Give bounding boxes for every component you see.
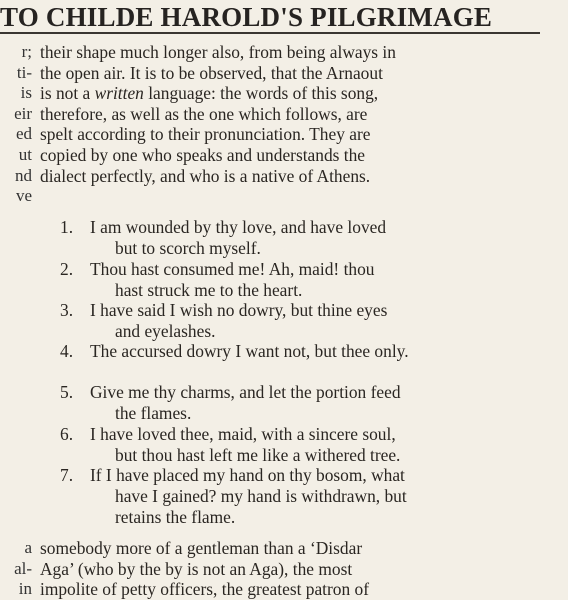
verse-line: the flames.	[115, 403, 192, 423]
verse-number: 4.	[60, 341, 74, 361]
paragraph-line: somebody more of a gentleman than a ‘Disdar	[40, 538, 363, 558]
paragraph-line-italic: is not a written language: the words of this song,	[40, 83, 379, 104]
verse-number: 7.	[60, 465, 74, 485]
paragraph-line: Aga’ (who by the by is not an Aga), the most	[40, 558, 353, 579]
verse-line: I have said I wish no dowry, but thine eyes	[90, 300, 388, 320]
header-rule	[0, 32, 540, 34]
gutter-fragment: ve	[15, 186, 32, 206]
gutter-fragment: ut	[18, 144, 32, 164]
verse-line: Thou hast consumed me! Ah, maid! thou	[90, 259, 375, 279]
gutter-fragment: ed	[15, 124, 32, 144]
paragraph-bottom	[40, 538, 540, 600]
gutter-fragment: ti-	[16, 62, 32, 82]
paragraph-line: impolite of petty officers, the greatest patron of	[40, 579, 370, 600]
running-header: TO CHILDE HAROLD'S PILGRIMAGE	[0, 2, 493, 32]
paragraph-line: the open air. It is to be observed, that the Arnaout	[40, 62, 383, 83]
verse-number: 1.	[60, 217, 74, 237]
gutter-fragment: eir	[14, 103, 32, 123]
verse-line: but to scorch myself.	[115, 238, 261, 258]
paragraph-line: therefore, as well as the one which follows, are	[40, 103, 368, 124]
verse-line: If I have placed my hand on thy bosom, what	[90, 465, 405, 485]
gutter-fragment: r;	[21, 42, 32, 61]
verse-number: 3.	[60, 300, 74, 320]
paragraph-line: dialect perfectly, and who is a native of Athens.	[40, 165, 371, 186]
verse-number: 5.	[60, 382, 74, 402]
verse-line: but thou hast left me like a withered tree.	[115, 445, 401, 465]
italic-word: written	[94, 83, 144, 104]
verse-line: The accursed dowry I want not, but thee only.	[90, 341, 409, 361]
gutter-fragment: al-	[14, 558, 32, 578]
verse-line: hast struck me to the heart.	[115, 280, 303, 300]
verse-line: I am wounded by thy love, and have loved	[90, 217, 387, 237]
verse-number: 6.	[60, 424, 74, 444]
left-gutter-top	[0, 42, 32, 207]
left-gutter-bottom	[0, 538, 32, 600]
paragraph-line: spelt according to their pronunciation. They are	[40, 124, 371, 145]
verse-line: I have loved thee, maid, with a sincere soul,	[90, 424, 396, 444]
verse-number: 2.	[60, 259, 74, 279]
verse-line: retains the flame.	[115, 507, 236, 527]
gutter-fragment: is	[20, 83, 32, 103]
verse-line: Give me thy charms, and let the portion feed	[90, 382, 401, 402]
gutter-fragment: nd	[15, 165, 32, 185]
paragraph-top	[40, 42, 540, 186]
verse-line: and eyelashes.	[115, 321, 216, 341]
paragraph-line: their shape much longer also, from being always in	[40, 42, 396, 62]
gutter-fragment: a	[24, 538, 32, 557]
paragraph-line: copied by one who speaks and understands the	[40, 144, 366, 165]
gutter-fragment: in	[18, 579, 32, 599]
verse-line: have I gained? my hand is withdrawn, but	[115, 486, 407, 506]
